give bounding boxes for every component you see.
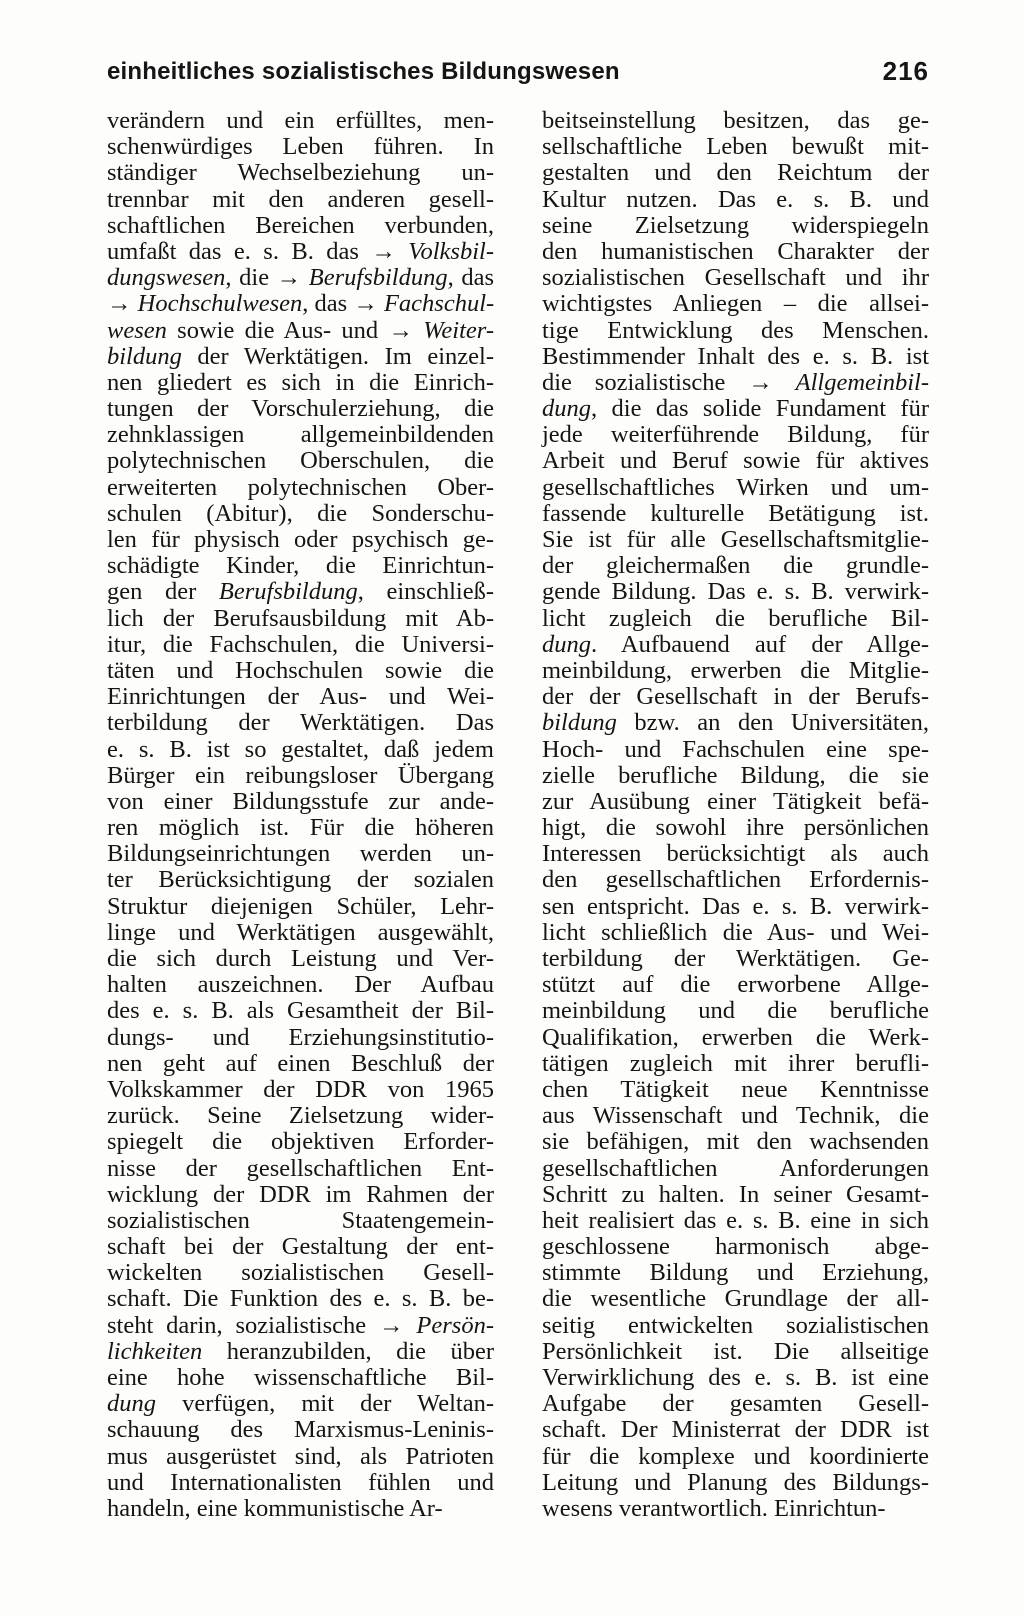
text-line: Sie ist für alle Gesellschaftsmitglie- — [542, 526, 929, 553]
text-line: licht schließlich die Aus- und Wei- — [542, 918, 929, 946]
text-line: heit realisiert das e. s. B. eine in sich — [542, 1206, 929, 1234]
text-line: Hoch- und Fachschulen eine spe- — [542, 735, 929, 763]
text-line: schaft. Die Funktion des e. s. B. be- — [107, 1285, 494, 1313]
text-line: die wesentliche Grundlage der all- — [542, 1285, 929, 1313]
text-line: die sozialistische → Allgemeinbil- — [542, 368, 929, 396]
text-line: seine Zielsetzung widerspiegeln — [542, 211, 929, 239]
text-line: sozialistischen Gesellschaft und ihr — [542, 264, 929, 292]
text-line: wichtigstes Anliegen – die allsei- — [542, 290, 929, 318]
text-line: mus ausgerüstet sind, als Patrioten — [107, 1442, 494, 1470]
text-line: zielle berufliche Bildung, die sie — [542, 761, 929, 789]
text-line: sie befähigen, mit den wachsenden — [542, 1128, 929, 1156]
text-line: wesens verantwortlich. Einrichtun- — [542, 1494, 886, 1522]
text-line: seitig entwickelten sozialistischen — [542, 1311, 929, 1339]
text-line: dungs- und Erziehungsinstitutio- — [107, 1023, 494, 1051]
right-text-column — [542, 108, 929, 1522]
text-line: aus Wissenschaft und Technik, die — [542, 1102, 929, 1130]
text-line: meinbildung, erwerben die Mitglie- — [542, 656, 929, 684]
text-line: Arbeit und Beruf sowie für aktives — [542, 447, 929, 475]
text-line: meinbildung und die berufliche — [542, 997, 929, 1025]
text-line: handeln, eine kommunistische Ar- — [107, 1494, 443, 1522]
text-line: gestalten und den Reichtum der — [542, 159, 929, 187]
text-line: polytechnischen Oberschulen, die — [107, 447, 494, 475]
text-line: tige Entwicklung des Menschen. — [542, 316, 929, 344]
text-line: Struktur diejenigen Schüler, Lehr- — [107, 892, 494, 920]
text-line: bildung der Werktätigen. Im einzel- — [107, 342, 494, 370]
text-line: schaft. Der Ministerrat der DDR ist — [542, 1416, 929, 1444]
text-line: täten und Hochschulen sowie die — [107, 656, 494, 684]
text-line: gende Bildung. Das e. s. B. verwirk- — [542, 578, 929, 606]
text-line: halten auszeichnen. Der Aufbau — [107, 971, 494, 999]
text-line: nisse der gesellschaftlichen Ent- — [107, 1154, 494, 1182]
text-line: der der Gesellschaft in der Berufs- — [542, 683, 929, 711]
text-line: geschlossene harmonisch abge- — [542, 1233, 929, 1261]
text-line: von einer Bildungsstufe zur ande- — [107, 787, 494, 815]
text-line: Leitung und Planung des Bildungs- — [542, 1468, 929, 1496]
text-line: tungen der Vorschulerziehung, die — [107, 395, 494, 423]
text-line: der gleichermaßen die grundle- — [542, 552, 929, 580]
text-line: len für physisch oder psychisch ge- — [107, 526, 494, 553]
text-line: zurück. Seine Zielsetzung wider- — [107, 1102, 494, 1130]
running-header — [107, 52, 929, 92]
text-line: Verwirklichung des e. s. B. ist eine — [542, 1364, 929, 1391]
text-line: lichkeiten heranzubilden, die über — [107, 1337, 494, 1365]
text-line: eine hohe wissenschaftliche Bil- — [107, 1364, 494, 1391]
text-line: lich der Berufsausbildung mit Ab- — [107, 604, 494, 632]
text-line: nen geht auf einen Beschluß der — [107, 1049, 494, 1077]
text-line: e. s. B. ist so gestaltet, daß jedem — [107, 735, 494, 763]
text-line: jede weiterführende Bildung, für — [542, 421, 929, 449]
text-line: zehnklassigen allgemeinbildenden — [107, 421, 494, 449]
text-line: Einrichtungen der Aus- und Wei- — [107, 683, 494, 711]
text-line: dung verfügen, mit der Weltan- — [107, 1390, 494, 1418]
text-line: für die komplexe und koordinierte — [542, 1442, 929, 1470]
text-line: Schritt zu halten. In seiner Gesamt- — [542, 1180, 929, 1208]
text-line: nen gliedert es sich in die Einrich- — [107, 368, 494, 396]
page-number: 216 — [882, 56, 929, 86]
text-line: Interessen berücksichtigt als auch — [542, 840, 929, 868]
text-line: wesen sowie die Aus- und → Weiter- — [107, 316, 494, 344]
text-line: Qualifikation, erwerben die Werk- — [542, 1023, 929, 1051]
text-line: zur Ausübung einer Tätigkeit befä- — [542, 787, 929, 815]
text-line: verändern und ein erfülltes, men- — [107, 107, 494, 134]
text-line: schaftlichen Bereichen verbunden, — [107, 211, 494, 239]
text-line: dung. Aufbauend auf der Allge- — [542, 630, 929, 658]
text-line: tätigen zugleich mit ihrer berufli- — [542, 1049, 929, 1077]
text-line: fassende kulturelle Betätigung ist. — [542, 499, 929, 527]
text-line: trennbar mit den anderen gesell- — [107, 185, 494, 213]
text-line: und Internationalisten fühlen und — [107, 1468, 494, 1496]
text-line: ter Berücksichtigung der sozialen — [107, 866, 494, 894]
text-line: → Hochschulwesen, das → Fachschul- — [107, 290, 495, 318]
text-line: linge und Werktätigen ausgewählt, — [107, 918, 494, 946]
text-line: Aufgabe der gesamten Gesell- — [542, 1390, 929, 1418]
text-line: schädigte Kinder, die Einrichtun- — [107, 552, 494, 580]
text-line: Bildungseinrichtungen werden un- — [107, 840, 494, 868]
text-line: ren möglich ist. Für die höheren — [107, 814, 494, 842]
text-line: dungswesen, die → Berufsbildung, das — [107, 264, 494, 292]
text-line: stimmte Bildung und Erziehung, — [542, 1259, 929, 1287]
text-line: schauung des Marxismus-Leninis- — [107, 1416, 494, 1444]
text-line: itur, die Fachschulen, die Universi- — [107, 630, 494, 658]
text-line: Bestimmender Inhalt des e. s. B. ist — [542, 342, 929, 370]
text-line: stützt auf die erworbene Allge- — [542, 971, 929, 999]
text-line: sen entspricht. Das e. s. B. verwirk- — [542, 892, 929, 920]
text-line: den gesellschaftlichen Erfordernis- — [542, 866, 929, 894]
text-line: dung, die das solide Fundament für — [542, 395, 929, 423]
text-line: chen Tätigkeit neue Kenntnisse — [542, 1075, 929, 1103]
header-title: einheitliches sozialistisches Bildungswesen — [107, 58, 620, 85]
text-line: Volkskammer der DDR von 1965 — [107, 1075, 494, 1103]
text-line: die sich durch Leistung und Ver- — [107, 945, 494, 972]
text-line: des e. s. B. als Gesamtheit der Bil- — [107, 997, 494, 1025]
text-line: Bürger ein reibungsloser Übergang — [107, 761, 494, 789]
text-line: erweiterten polytechnischen Ober- — [107, 473, 494, 501]
text-line: gen der Berufsbildung, einschließ- — [107, 578, 494, 606]
text-line: schaft bei der Gestaltung der ent- — [107, 1233, 494, 1261]
text-line: licht zugleich die berufliche Bil- — [542, 604, 929, 632]
text-line: Persönlichkeit ist. Die allseitige — [542, 1337, 929, 1365]
text-line: terbildung der Werktätigen. Ge- — [542, 945, 929, 972]
text-line: sellschaftliche Leben bewußt mit- — [542, 133, 929, 161]
left-text-column — [107, 108, 494, 1522]
text-line: gesellschaftliches Wirken und um- — [542, 473, 929, 501]
text-line: umfaßt das e. s. B. das → Volksbil- — [107, 237, 494, 265]
text-line: gesellschaftlichen Anforderungen — [542, 1154, 929, 1182]
text-line: higt, die sowohl ihre persönlichen — [542, 814, 929, 842]
text-line: bildung bzw. an den Universitäten, — [542, 709, 929, 737]
text-line: beitseinstellung besitzen, das ge- — [542, 107, 929, 134]
text-line: schulen (Abitur), die Sonderschu- — [107, 499, 494, 527]
text-line: sozialistischen Staatengemein- — [107, 1206, 494, 1234]
text-line: ständiger Wechselbeziehung un- — [107, 159, 494, 187]
text-line: schenwürdiges Leben führen. In — [107, 133, 494, 161]
text-line: spiegelt die objektiven Erforder- — [107, 1128, 494, 1156]
text-line: terbildung der Werktätigen. Das — [107, 709, 494, 737]
text-line: den humanistischen Charakter der — [542, 237, 929, 265]
text-line: Kultur nutzen. Das e. s. B. und — [542, 185, 929, 213]
text-line: steht darin, sozialistische → Persön- — [107, 1311, 494, 1339]
text-line: wicklung der DDR im Rahmen der — [107, 1180, 494, 1208]
text-line: wickelten sozialistischen Gesell- — [107, 1259, 494, 1287]
